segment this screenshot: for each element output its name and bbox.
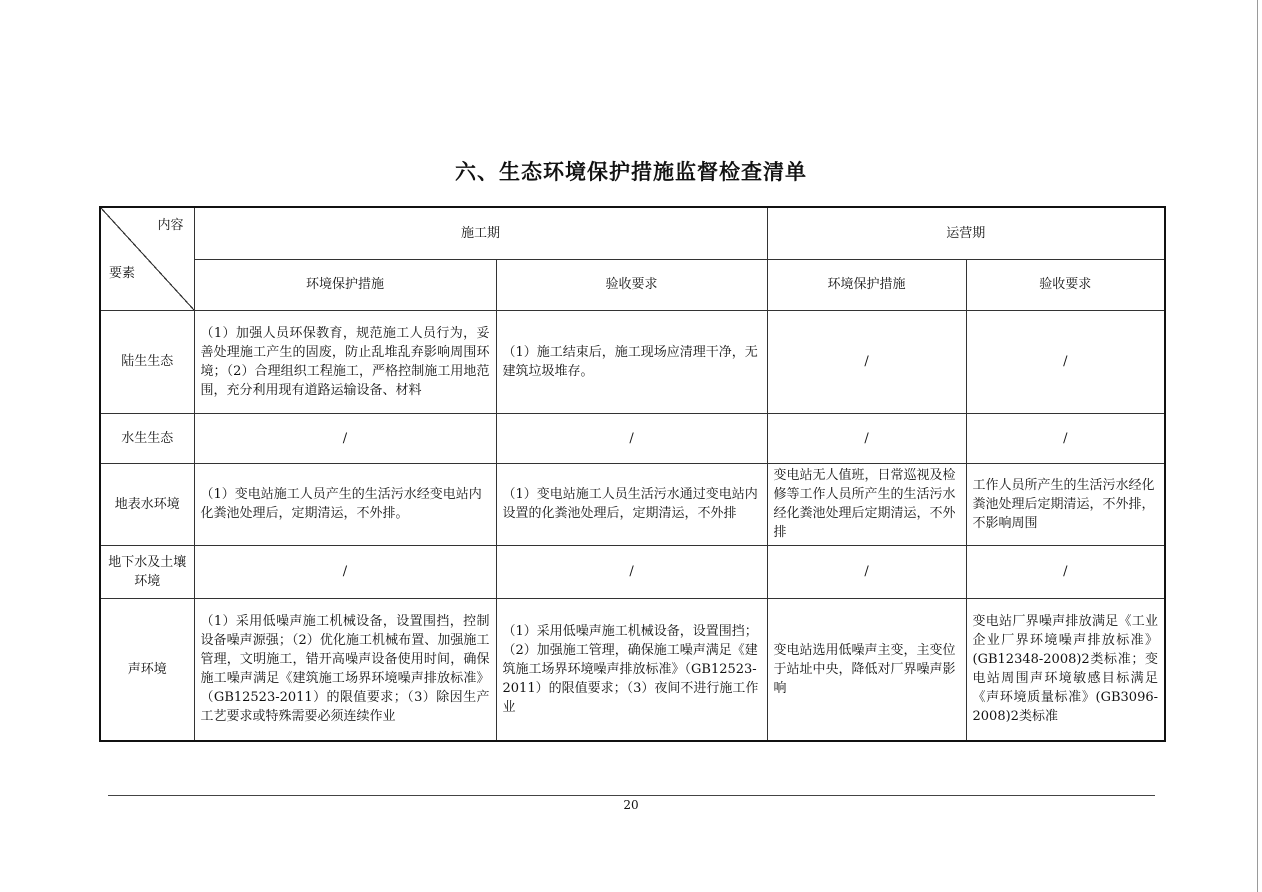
table-cell: 变电站选用低噪声主变，主变位于站址中央，降低对厂界噪声影响 <box>767 598 966 741</box>
table-cell: / <box>496 545 767 598</box>
row-label: 地下水及土壤环境 <box>100 545 194 598</box>
header-operation-acceptance: 验收要求 <box>966 259 1165 310</box>
page-number: 20 <box>623 798 639 812</box>
corner-diagonal-cell <box>100 207 194 310</box>
page-edge <box>1257 0 1258 892</box>
table-row-surface-water <box>100 463 1165 545</box>
table-cell: （1）施工结束后，施工现场应清理干净，无建筑垃圾堆存。 <box>496 310 767 413</box>
table-row-acoustic-environment <box>100 598 1165 741</box>
row-label: 水生生态 <box>100 413 194 463</box>
table-cell: （1）变电站施工人员产生的生活污水经变电站内化粪池处理后，定期清运，不外排。 <box>194 463 496 545</box>
table-cell: / <box>194 413 496 463</box>
table-cell: （1）采用低噪声施工机械设备，设置围挡；（2）加强施工管理，确保施工噪声满足《建筑施工场界环境噪声排放标准》（GB12523-2011）的限值要求；（3）夜间不进行施工作业 <box>496 598 767 741</box>
header-construction-measures: 环境保护措施 <box>194 259 496 310</box>
table-cell: （1）采用低噪声施工机械设备，设置围挡，控制设备噪声源强；（2）优化施工机械布置、加强施工管理，文明施工，错开高噪声设备使用时间，确保施工噪声满足《建筑施工场界环境噪声排放标准》（GB12523-2011）的限值要求；（3）除因生产工艺要求或特殊需要必须连续作业 <box>194 598 496 741</box>
table-cell: / <box>767 545 966 598</box>
table-cell: （1）加强人员环保教育，规范施工人员行为，妥善处理施工产生的固废，防止乱堆乱弃影响周围环境；（2）合理组织工程施工，严格控制施工用地范围，充分利用现有道路运输设备、材料 <box>194 310 496 413</box>
table-cell: / <box>966 545 1165 598</box>
table-cell: / <box>496 413 767 463</box>
table-cell: （1）变电站施工人员生活污水通过变电站内设置的化粪池处理后，定期清运，不外排 <box>496 463 767 545</box>
table-cell: / <box>194 545 496 598</box>
header-operation-measures: 环境保护措施 <box>767 259 966 310</box>
table-cell: / <box>767 310 966 413</box>
table-cell: 工作人员所产生的生活污水经化粪池处理后定期清运，不外排，不影响周围 <box>966 463 1165 545</box>
table-cell: / <box>767 413 966 463</box>
table-cell: 变电站无人值班，日常巡视及检修等工作人员所产生的生活污水经化粪池处理后定期清运，不外排 <box>767 463 966 545</box>
header-construction-acceptance: 验收要求 <box>496 259 767 310</box>
header-row-subcolumns <box>100 259 1165 310</box>
table-cell: 变电站厂界噪声排放满足《工业企业厂界环境噪声排放标准》(GB12348-2008)2类标准；变电站周围声环境敏感目标满足《声环境质量标准》(GB3096-2008)2类标准 <box>966 598 1165 741</box>
row-label: 陆生生态 <box>100 310 194 413</box>
table-cell: / <box>966 310 1165 413</box>
table-row-aquatic-ecology <box>100 413 1165 463</box>
corner-label-element: 要素 <box>109 266 136 281</box>
table-cell: / <box>966 413 1165 463</box>
header-operation-period: 运营期 <box>767 207 1165 259</box>
row-label: 声环境 <box>100 598 194 741</box>
header-construction-period: 施工期 <box>194 207 767 259</box>
footer-divider <box>108 795 1155 796</box>
page-title: 六、生态环境保护措施监督检查清单 <box>455 160 807 184</box>
table-row-terrestrial-ecology <box>100 310 1165 413</box>
table-row-groundwater-soil <box>100 545 1165 598</box>
row-label: 地表水环境 <box>100 463 194 545</box>
header-row-groups <box>100 207 1165 259</box>
supervision-checklist-table <box>99 206 1166 742</box>
corner-label-content: 内容 <box>157 218 184 233</box>
